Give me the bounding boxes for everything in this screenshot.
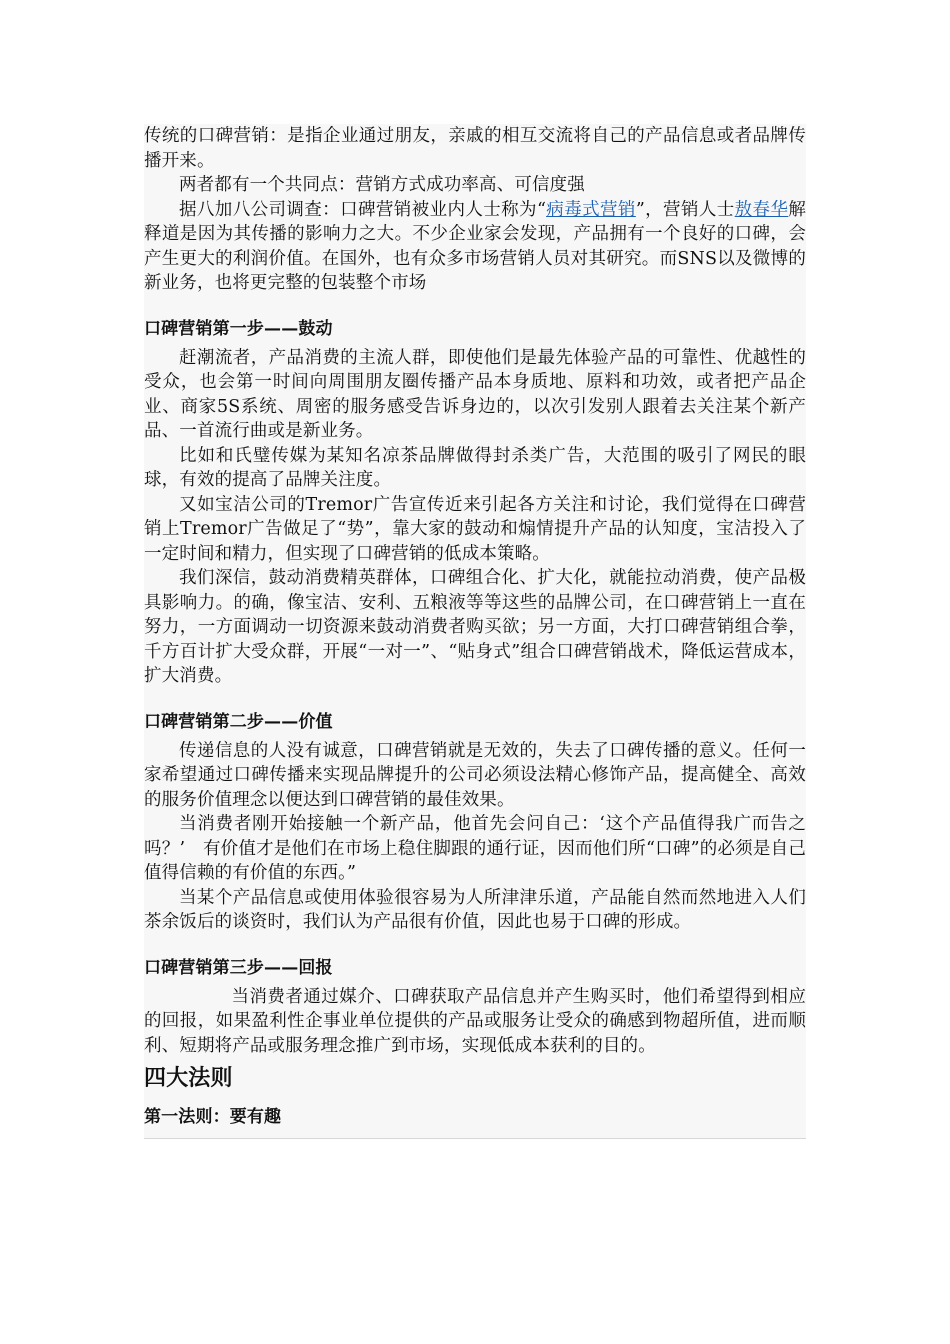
intro-p3-text-b: ”，营销人士 [635, 199, 735, 220]
spacer [144, 935, 806, 947]
intro-paragraph-2: 两者都有一个共同点：营销方式成功率高、可信度强 [179, 175, 585, 195]
intro-p3-text-c: 解释道是因为其传播的影响力之大。不少企业家会发现，产品拥有一个良好的口碑，会产生更大的利润价值。在国外，也有众多市场营销人员对其研究。而SNS以及微博的新业务，也将更完整的包装整个市场 [144, 199, 807, 293]
step1-paragraph-3: 又如宝洁公司的Tremor广告宣传近来引起各方关注和讨论，我们觉得在口碑营销上Tremor广告做足了“势”，靠大家的鼓动和煽情提升产品的认知度，宝洁投入了一定时间和精力，但实现了口碑营销的低成本策略。 [144, 494, 806, 564]
step3-paragraph-1: 当消费者通过媒介、口碑获取产品信息并产生购买时，他们希望得到相应的回报，如果盈利性企事业单位提供的产品或服务让受众的确感到物超所值，进而顺利、短期将产品或服务理念推广到市场，实现低成本获利的目的。 [144, 986, 806, 1056]
step1-paragraph-2: 比如和氏璧传媒为某知名凉茶品牌做得封杀类广告，大范围的吸引了网民的眼球，有效的提高了品牌关注度。 [144, 445, 806, 490]
spacer [144, 689, 806, 701]
divider [144, 1138, 806, 1139]
intro-paragraph-3 [144, 198, 806, 296]
viral-marketing-link[interactable]: 病毒式营销 [546, 199, 636, 220]
intro-p3-text-a: 据八加八公司调查：口碑营销被业内人士称为“ [179, 199, 547, 220]
intro-paragraph-1: 传统的口碑营销：是指企业通过朋友，亲戚的相互交流将自己的产品信息或者品牌传播开来。 [144, 126, 806, 171]
rules-heading: 四大法则 [144, 1066, 233, 1091]
document-body [144, 124, 806, 1139]
step2-heading: 口碑营销第二步——价值 [144, 711, 333, 732]
spacer [144, 296, 806, 308]
step3-heading: 口碑营销第三步——回报 [144, 957, 333, 978]
step2-paragraph-1: 传递信息的人没有诚意，口碑营销就是无效的，失去了口碑传播的意义。任何一家希望通过口碑传播来实现品牌提升的公司必须设法精心修饰产品，提高健全、高效的服务价值理念以便达到口碑营销的最佳效果。 [144, 740, 806, 810]
rule1-heading: 第一法则：要有趣 [144, 1107, 282, 1127]
person-link[interactable]: 敖春华 [734, 199, 789, 220]
step1-paragraph-4: 我们深信，鼓动消费精英群体，口碑组合化、扩大化，就能拉动消费，使产品极具影响力。的确，像宝洁、安利、五粮液等等这些的品牌公司，在口碑营销上一直在努力，一方面调动一切资源来鼓动消费者购买欲；另一方面，大打口碑营销组合拳，千方百计扩大受众群，开展“一对一”、“贴身式”组合口碑营销战术，降低运营成本，扩大消费。 [144, 568, 806, 686]
step1-paragraph-1: 赶潮流者，产品消费的主流人群，即使他们是最先体验产品的可靠性、优越性的受众，也会第一时间向周围朋友圈传播产品本身质地、原料和功效，或者把产品企业、商家5S系统、周密的服务感受告诉身边的，以次引发别人跟着去关注某个新产品、一首流行曲或是新业务。 [144, 347, 806, 441]
step1-heading: 口碑营销第一步——鼓动 [144, 318, 333, 339]
step2-paragraph-2: 当消费者刚开始接触一个新产品，他首先会问自己：‘这个产品值得我广而告之吗？’ 有价值才是他们在市场上稳住脚跟的通行证，因而他们所“口碑”的必须是自己值得信赖的有价值的东西。” [144, 814, 806, 883]
step2-paragraph-3: 当某个产品信息或使用体验很容易为人所津津乐道，产品能自然而然地进入人们茶余饭后的谈资时，我们认为产品很有价值，因此也易于口碑的形成。 [144, 887, 806, 932]
